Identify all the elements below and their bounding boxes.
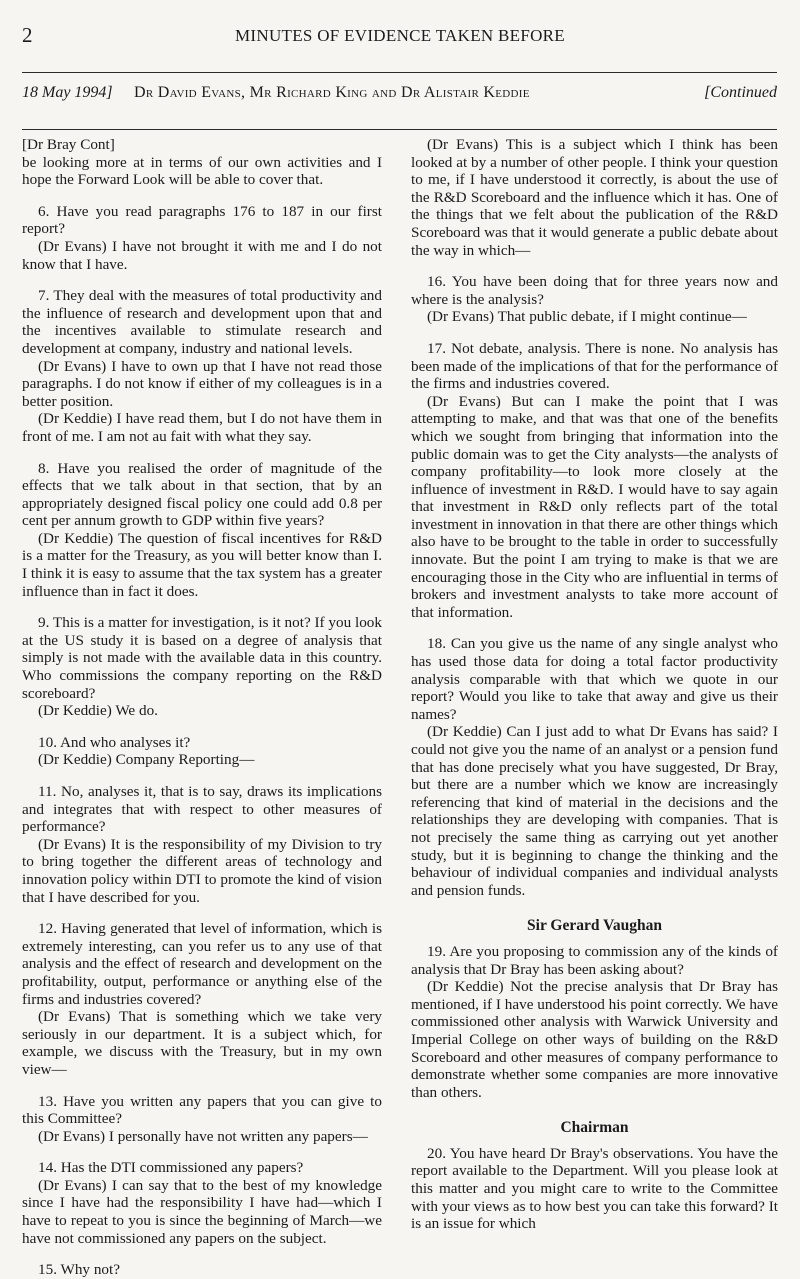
answer-11: (Dr Evans) It is the responsibility of my Division to try to bring together the different areas of technology and innovation policy within DTI to promote the kind of vision that I have described for you. [22, 835, 382, 906]
question-6: 6. Have you read paragraphs 176 to 187 in our first report? [22, 202, 382, 238]
question-15: 15. Why not? [38, 1261, 120, 1279]
answer-9: (Dr Keddie) We do. [38, 702, 158, 720]
left-column [22, 136, 382, 1279]
question-13: 13. Have you written any papers that you can give to this Committee? [22, 1092, 382, 1128]
subheader-rule [22, 129, 777, 130]
subheader [22, 84, 777, 114]
page-number: 2 [22, 23, 33, 47]
right-column [411, 136, 778, 1233]
question-14: 14. Has the DTI commissioned any papers? [38, 1159, 304, 1177]
paragraph: be looking more at in terms of our own activities and I hope the Forward Look will be able to cover that. [22, 153, 382, 189]
answer-18: (Dr Keddie) Can I just add to what Dr Evans has said? I could not give you the name of an analyst or a pension fund that has done precisely what you have suggested, Dr Bray, but there are a number which we know are increasingly referencing that kind of material in the decisions and the relationships they are developing with companies. That is not precisely the same thing as carrying out yet another study, but it is beginning to change the thinking and the behaviour of individual companies and individual analysts and pension funds. [411, 723, 778, 899]
question-20: 20. You have heard Dr Bray's observations. You have the report available to the Department. Will you please look at this matter and you might care to write to the Committee with your views as to how best you can take this forward? It is an issue for which [411, 1144, 778, 1233]
answer-10: (Dr Keddie) Company Reporting— [38, 751, 255, 769]
answer-16: (Dr Evans) That public debate, if I might continue— [427, 308, 747, 326]
question-7: 7. They deal with the measures of total productivity and the influence of research and development upon that and the incentives available to stimulate research and development at company, industry and national levels. [22, 287, 382, 357]
speaker-continuation: [Dr Bray Cont] [22, 136, 115, 153]
session-date: 18 May 1994] [22, 84, 113, 101]
question-8: 8. Have you realised the order of magnitude of the effects that we talk about in that section, that by an appropriately designed fiscal policy one could add 0.8 per cent per annum growth to GDP within five years? [22, 459, 382, 530]
answer-7a: (Dr Evans) I have to own up that I have not read those paragraphs. I do not know if either of my colleagues is in a better position. [22, 357, 382, 410]
question-9: 9. This is a matter for investigation, is it not? If you look at the US study it is based on a degree of analysis that simply is not made with the available data in this country. Who commissions the company reporting on the R&D scoreboard? [22, 614, 382, 702]
speaker-heading-chairman: Chairman [560, 1119, 629, 1137]
speaker-heading-vaughan: Sir Gerard Vaughan [527, 917, 662, 935]
top-rule [22, 72, 777, 73]
answer-6: (Dr Evans) I have not brought it with me and I do not know that I have. [22, 237, 382, 273]
answer-15: (Dr Evans) This is a subject which I think has been looked at by a number of other people. I think your question to me, if I have understood it correctly, is about the use of the R&D Scoreboard and the influence which it has. One of the things that we felt about the publication of the R&D Scoreboard was that it would generate a public debate about the way in which— [411, 136, 778, 259]
answer-12: (Dr Evans) That is something which we take very seriously in our department. It is a subject which, for example, we discuss with the Treasury, but in my own view— [22, 1008, 382, 1078]
question-12: 12. Having generated that level of information, which is extremely interesting, can you refer us to any use of that analysis and the effect of research and development on the profitability, output, performance or anything else of the firms and industries covered? [22, 920, 382, 1008]
answer-14: (Dr Evans) I can say that to the best of my knowledge since I have had the responsibility I have had—which I have to repeat to you is since the beginning of March—we have not commissioned any papers on the subject. [22, 1176, 382, 1247]
question-18: 18. Can you give us the name of any single analyst who has used those data for doing a total factor productivity analysis comparable with that which we quote in our report? Would you like to take that away and give us their names? [411, 635, 778, 723]
continued-label: [Continued [704, 84, 777, 101]
answer-19: (Dr Keddie) Not the precise analysis that Dr Bray has mentioned, if I have understood his point correctly. We have commissioned other analysis with Warwick University and Imperial College on other ways of building on the R&D Scoreboard and other measures of company performance to demonstrate whether some companies are more innovative than others. [411, 978, 778, 1101]
question-19: 19. Are you proposing to commission any of the kinds of analysis that Dr Bray has been asking about? [411, 942, 778, 978]
question-17: 17. Not debate, analysis. There is none. No analysis has been made of the implications of that for the performance of the firms and industries covered. [411, 339, 778, 393]
witness-names: Dr David Evans, Mr Richard King and Dr Alistair Keddie [134, 84, 530, 101]
page-title: MINUTES OF EVIDENCE TAKEN BEFORE [235, 26, 565, 45]
answer-7b: (Dr Keddie) I have read them, but I do not have them in front of me. I am not au fait with what they say. [22, 410, 382, 445]
question-11: 11. No, analyses it, that is to say, draws its implications and integrates that with respect to other measures of performance? [22, 783, 382, 836]
question-16: 16. You have been doing that for three years now and where is the analysis? [411, 273, 778, 308]
answer-17: (Dr Evans) But can I make the point that I was attempting to make, and that was that one of the benefits which we sought from bringing that information into the public domain was to get the City analysts—the analysts of company profitability—to look more closely at the influence of investment in R&D. I would have to say again that investment in R&D only reflects part of the total investment in innovation in that there are other things which also have to be brought to the table in order to successfully innovate. But the point I am trying to make is that we are encouraging those in the City who are influential in terms of brokers and investment analysts to take more account of that information. [411, 392, 778, 621]
answer-8: (Dr Keddie) The question of fiscal incentives for R&D is a matter for the Treasury, as you will better know than I. I think it is easy to assume that the tax system has a greater influence than in fact it does. [22, 529, 382, 600]
answer-13: (Dr Evans) I personally have not written any papers— [38, 1127, 368, 1145]
question-10: 10. And who analyses it? [38, 733, 191, 751]
